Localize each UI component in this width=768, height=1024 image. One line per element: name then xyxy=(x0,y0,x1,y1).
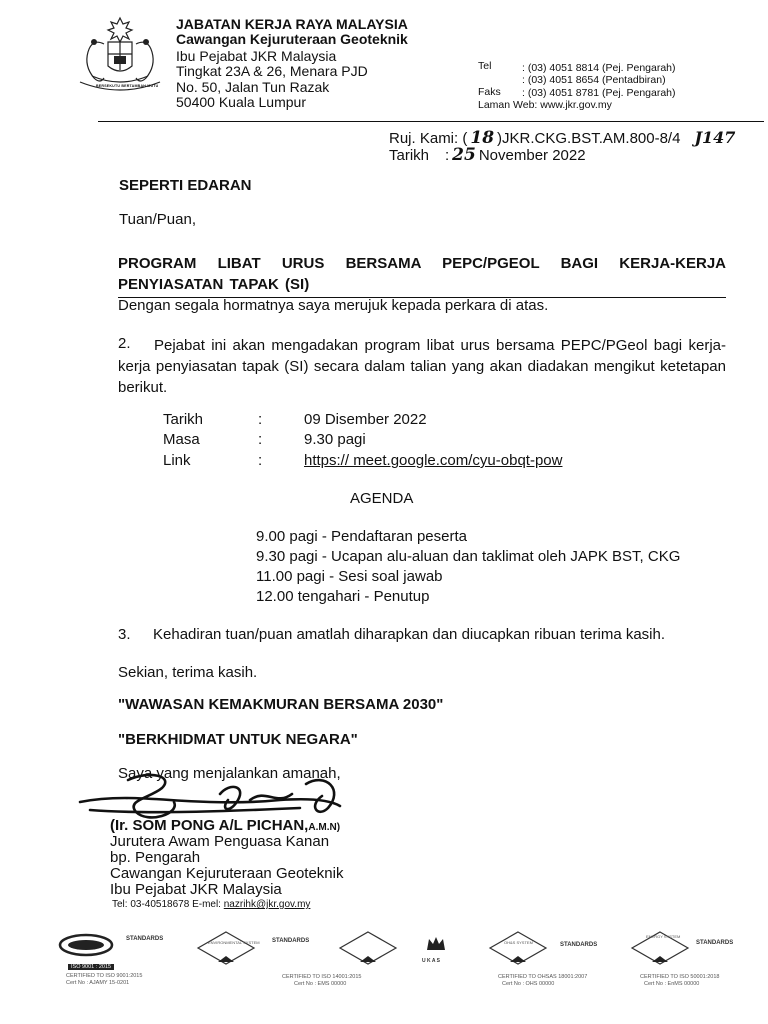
cert-ukas-block xyxy=(338,928,468,988)
tel-number-2: : (03) 4051 8654 (Pentadbiran) xyxy=(522,74,666,86)
ukas-diamond-logo xyxy=(338,928,398,968)
fax-number: : (03) 4051 8781 (Pej. Pengarah) xyxy=(522,87,676,99)
signatory-contact xyxy=(112,899,310,910)
ohs-label: OH&S SYSTEM xyxy=(504,940,533,945)
ref-code: )JKR.CKG.BST.AM.800-8/4 xyxy=(497,130,681,147)
signatory-department: Cawangan Kejuruteraan Geoteknik xyxy=(110,865,344,882)
sign-off: Saya yang menjalankan amanah, xyxy=(118,765,341,782)
standards-label-1: STANDARDS xyxy=(126,936,164,942)
ref-prefix: : ( xyxy=(454,130,468,147)
ref-label: Ruj. Kami xyxy=(389,130,455,147)
detail-label-time: Masa xyxy=(163,431,200,448)
paragraph-2-number: 2. xyxy=(118,335,131,352)
ref-handwritten-suffix: J147 xyxy=(694,128,736,147)
opening-sentence: Dengan segala hormatnya saya merujuk kepada perkara di atas. xyxy=(118,297,549,314)
paragraph-3-number: 3. xyxy=(118,626,131,643)
ukas-crown-icon xyxy=(424,932,448,956)
fax-label: Faks xyxy=(478,86,501,98)
agenda-item: 9.00 pagi - Pendaftaran peserta xyxy=(256,528,467,545)
detail-label-date: Tarikh xyxy=(163,411,204,428)
slogan-berkhidmat: "BERKHIDMAT UNTUK NEGARA" xyxy=(118,731,358,748)
detail-sep-time: : xyxy=(258,431,263,448)
detail-label-link: Link xyxy=(163,452,191,469)
ukas-label: U K A S xyxy=(422,958,440,964)
detail-sep-date: : xyxy=(258,411,263,428)
date-line xyxy=(389,145,586,165)
meeting-link[interactable]: https:// meet.google.com/cyu-obqt-pow xyxy=(304,452,563,469)
contact-email[interactable]: nazrihk@jkr.gov.my xyxy=(223,899,311,910)
signatory-title: Jurutera Awam Penguasa Kanan xyxy=(110,833,330,850)
address-line-4: 50400 Kuala Lumpur xyxy=(176,94,306,110)
env-diamond-logo xyxy=(196,928,256,968)
standards-label-4: STANDARDS xyxy=(696,940,734,946)
paragraph-2-text: Pejabat ini akan mengadakan program libat urus bersama PEPC/PGeol bagi kerja-kerja penyiasatan tapak (SI) secara dalam talian yang akan diadakan mengikut ketetapan berikut. xyxy=(118,337,726,396)
signatory-name: (Ir. SOM PONG A/L PICHAN, xyxy=(110,817,309,834)
cert1-text: CERTIFIED TO ISO 9001:2015 xyxy=(66,973,143,979)
header-divider xyxy=(98,121,764,122)
slogan-wawasan: "WAWASAN KEMAKMURAN BERSAMA 2030" xyxy=(118,696,444,713)
cert-environmental-block xyxy=(196,928,362,988)
cert4-text: CERTIFIED TO ISO 50001:2018 xyxy=(640,974,720,980)
salutation: Tuan/Puan, xyxy=(119,211,196,228)
tel-label: Tel xyxy=(478,60,492,72)
date-handwritten-day: 25 xyxy=(452,145,476,165)
ref-handwritten-number: 18 xyxy=(470,128,495,148)
agenda-title: AGENDA xyxy=(350,490,414,507)
cert-energy-block xyxy=(630,928,758,988)
detail-sep-link: : xyxy=(258,452,263,469)
cert2-text: CERTIFIED TO ISO 14001:2015 xyxy=(282,974,362,980)
iso-ellipse-logo xyxy=(58,932,114,958)
paragraph-3-text: Kehadiran tuan/puan amatlah diharapkan dan diucapkan ribuan terima kasih. xyxy=(153,626,666,643)
subject-heading: PROGRAM LIBAT URUS BERSAMA PEPC/PGEOL BAGI KERJA-KERJA PENYIASATAN TAPAK (SI) xyxy=(118,255,726,293)
ohs-diamond-logo xyxy=(488,928,548,968)
cert-iso9001-block xyxy=(58,928,188,988)
cert3-text: CERTIFIED TO OHSAS 18001:2007 xyxy=(498,974,588,980)
standards-label-2: STANDARDS xyxy=(272,938,310,944)
signatory-office: Ibu Pejabat JKR Malaysia xyxy=(110,881,282,898)
cert3-number: Cert No : OHS 00000 xyxy=(502,981,555,987)
crest-motto: BERSEKUTU BERTAMBAH MUTU xyxy=(96,84,159,88)
date-prefix: : xyxy=(445,147,450,164)
signatory-honorific: A.M.N) xyxy=(308,822,341,833)
department-name: Cawangan Kejuruteraan Geoteknik xyxy=(176,31,408,47)
crest-logo xyxy=(70,12,170,102)
cert2-number: Cert No : EMS 00000 xyxy=(294,981,347,987)
signatory-name-line xyxy=(110,817,340,834)
agenda-item: 9.30 pagi - Ucapan alu-aluan dan taklimat oleh JAPK BST, CKG xyxy=(256,548,681,565)
organization-name: JABATAN KERJA RAYA MALAYSIA xyxy=(176,16,408,32)
agenda-item: 12.00 tengahari - Penutup xyxy=(256,588,430,605)
cert-ohs-block xyxy=(488,928,618,988)
circulation-heading: SEPERTI EDARAN xyxy=(119,177,252,194)
cert4-number: Cert No : EnMS 00000 xyxy=(644,981,700,987)
energy-label: ENERGY SYSTEM xyxy=(646,934,681,939)
date-month-year: November 2022 xyxy=(478,147,586,164)
address-line-2: Tingkat 23A & 26, Menara PJD xyxy=(176,63,368,79)
signatory-bp: bp. Pengarah xyxy=(110,849,201,866)
standards-label-3: STANDARDS xyxy=(560,942,598,948)
website: Laman Web: www.jkr.gov.my xyxy=(478,99,612,111)
date-label: Tarikh xyxy=(389,147,430,164)
closing-line: Sekian, terima kasih. xyxy=(118,664,258,681)
detail-value-date: 09 Disember 2022 xyxy=(304,411,427,428)
env-label: ENVIRONMENTAL SYSTEM xyxy=(208,940,260,945)
tel-number-1: : (03) 4051 8814 (Pej. Pengarah) xyxy=(522,62,676,74)
contact-phone: Tel: 03-40518678 E-mel: xyxy=(112,899,221,910)
iso9001-badge: ISO 9001 : 2015 xyxy=(68,964,114,970)
agenda-item: 11.00 pagi - Sesi soal jawab xyxy=(256,568,443,585)
address-line-1: Ibu Pejabat JKR Malaysia xyxy=(176,48,337,64)
address-line-3: No. 50, Jalan Tun Razak xyxy=(176,79,330,95)
detail-value-time: 9.30 pagi xyxy=(304,431,366,448)
cert1-number: Cert No : AJAMY 15-0201 xyxy=(66,980,130,986)
